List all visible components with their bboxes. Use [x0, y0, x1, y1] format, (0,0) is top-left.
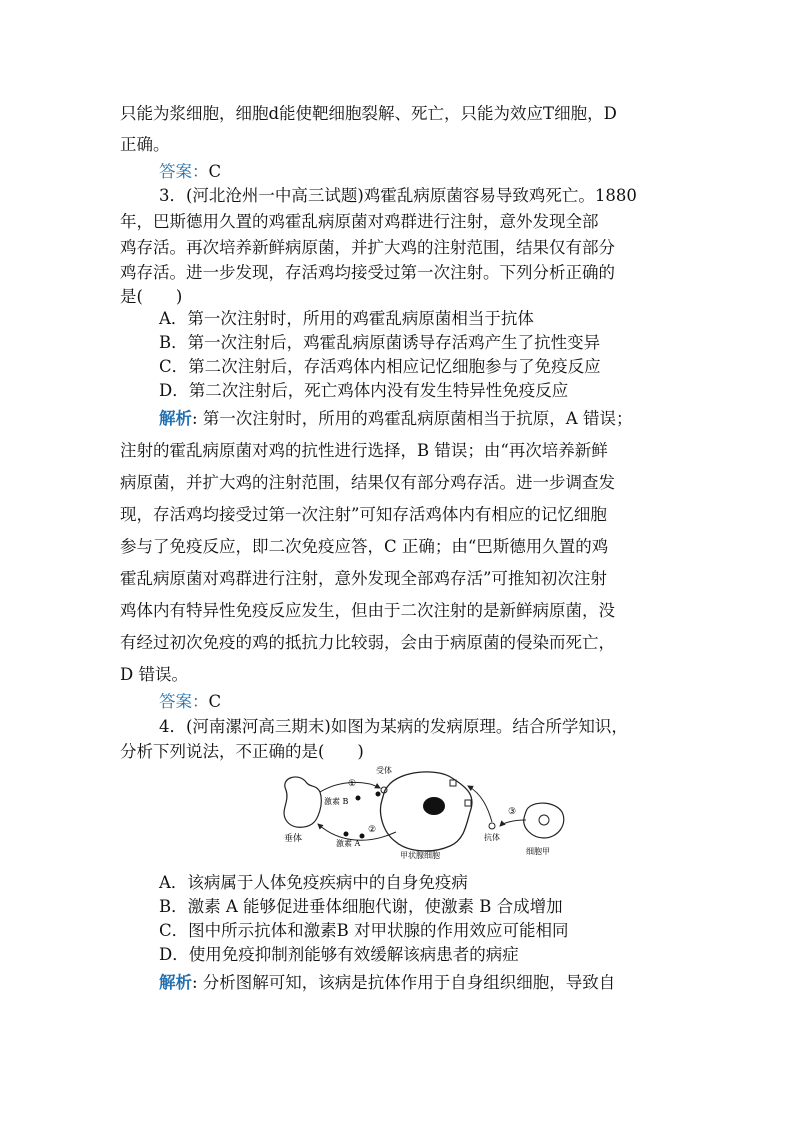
- option-d: D．第二次注射后，死亡鸡体内没有发生特异性免疫反应: [159, 381, 569, 400]
- explanation-3-line: [159, 407, 719, 431]
- question-3-line: 鸡存活。再次培养新鲜病原菌，并扩大鸡的注射范围，结果仅有部分: [120, 238, 615, 257]
- answer-1: [159, 160, 221, 184]
- explanation-3-line: D 错误。: [120, 665, 188, 684]
- receptor-label: 受体: [376, 766, 392, 775]
- answer-2: [159, 690, 221, 714]
- text-line: 正确。: [120, 135, 170, 154]
- question-3-line: 是( ): [120, 287, 183, 306]
- answer-value: C: [208, 692, 222, 711]
- step-1-label: ①: [348, 779, 357, 789]
- explanation-3-line: 现，存活鸡均接受过第一次注射”可知存活鸡体内有相应的记忆细胞: [120, 505, 607, 524]
- explanation-label: 解析: [159, 409, 192, 428]
- explanation-text: : 分析图解可知，该病是抗体作用于自身组织细胞，导致自: [192, 973, 616, 992]
- answer-label: 答案：: [159, 162, 209, 181]
- antibody-label: 抗体: [484, 833, 500, 842]
- question-3-line: 年，巴斯德用久置的鸡霍乱病原菌对鸡群进行注射，意外发现全部: [120, 212, 599, 231]
- question-3-line: 3．(河北沧州一中高三试题)鸡霍乱病原菌容易导致鸡死亡。1880: [159, 186, 637, 205]
- receptor-site: [465, 800, 471, 806]
- option-c: C．图中所示抗体和激素B 对甲状腺的作用效应可能相同: [159, 921, 569, 940]
- explanation-text: : 第一次注射时，所用的鸡霍乱病原菌相当于抗原，A 错误；: [192, 409, 633, 428]
- option-b: B．激素 A 能够促进垂体细胞代谢，使激素 B 合成增加: [159, 897, 563, 916]
- hormone-b-label: 激素 B: [324, 797, 349, 806]
- question-3-line: 鸡存活。进一步发现，存活鸡均接受过第一次注射。下列分析正确的: [120, 263, 615, 282]
- cell-jia-outline: [524, 803, 564, 838]
- explanation-3-line: 鸡体内有特异性免疫反应发生，但由于二次注射的是新鲜病原菌，没: [120, 601, 615, 620]
- option-a: A．该病属于人体免疫疾病中的自身免疫病: [159, 873, 468, 892]
- explanation-3-line: 有经过初次免疫的鸡的抵抗力比较弱，会由于病原菌的侵染而死亡，: [120, 633, 615, 652]
- nucleus: [423, 797, 445, 815]
- pituitary-label: 垂体: [284, 834, 303, 844]
- text-line: 只能为浆细胞，细胞d能使靶细胞裂解、死亡，只能为效应T细胞，D: [120, 104, 617, 123]
- step-3-label: ③: [508, 807, 517, 817]
- explanation-3-line: 病原菌，并扩大鸡的注射范围，结果仅有部分鸡存活。进一步调查发: [120, 473, 615, 492]
- cell-jia-label: 细胞甲: [526, 847, 550, 856]
- answer-label: 答案：: [159, 692, 209, 711]
- disease-mechanism-figure: [270, 762, 570, 862]
- receptor-site: [450, 780, 456, 786]
- explanation-3-line: 注射的霍乱病原菌对鸡的抗性进行选择，B 错误；由“再次培养新鲜: [120, 441, 608, 460]
- answer-value: C: [208, 162, 222, 181]
- explanation-4-line: [159, 971, 719, 995]
- explanation-3-line: 霍乱病原菌对鸡群进行注射，意外发现全部鸡存活”可推知初次注射: [120, 569, 607, 588]
- explanation-label: 解析: [159, 973, 192, 992]
- hormone-a-label: 激素 A: [336, 839, 361, 848]
- option-a: A．第一次注射时，所用的鸡霍乱病原菌相当于抗体: [159, 309, 534, 328]
- option-b: B．第一次注射后，鸡霍乱病原菌诱导存活鸡产生了抗性变异: [159, 333, 601, 352]
- option-c: C．第二次注射后，存活鸡体内相应记忆细胞参与了免疫反应: [159, 357, 601, 376]
- thyroid-label: 甲状腺细胞: [400, 851, 440, 860]
- question-4-line: 分析下列说法，不正确的是( ): [120, 742, 364, 761]
- step-2-label: ②: [368, 825, 377, 835]
- option-d: D．使用免疫抑制剂能够有效缓解该病患者的病症: [159, 945, 519, 964]
- explanation-3-line: 参与了免疫反应，即二次免疫应答，C 正确；由“巴斯德用久置的鸡: [120, 537, 609, 556]
- question-4-line: 4．(河南漯河高三期末)如图为某病的发病原理。结合所学知识，: [159, 717, 628, 736]
- pituitary-outline: [284, 777, 321, 827]
